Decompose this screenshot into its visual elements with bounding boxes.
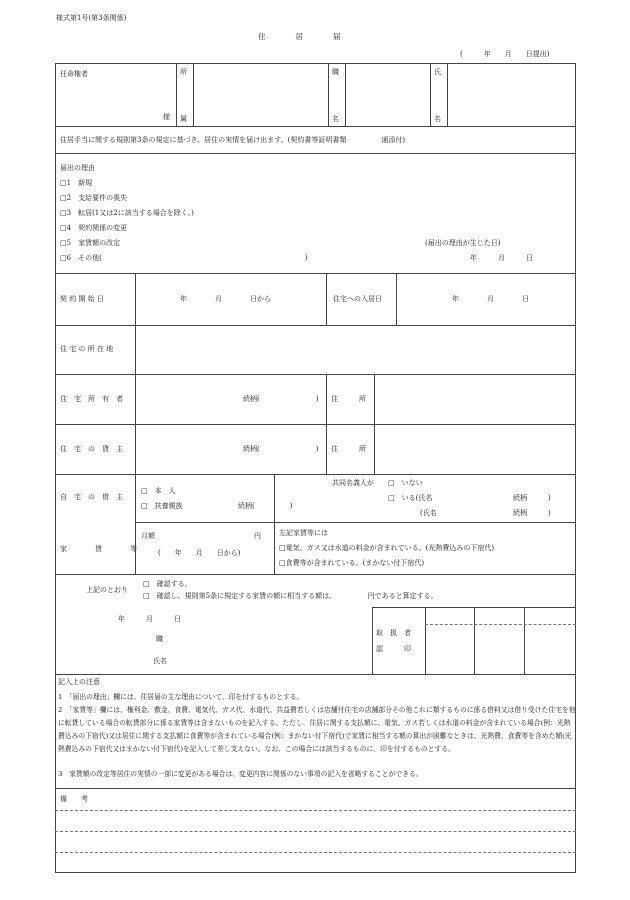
handler-label-bottom: 認 印	[376, 645, 411, 653]
form-number: 様式第1号(第3条関係)	[56, 14, 127, 22]
handler-label-top: 取 扱 者	[376, 629, 411, 637]
sama-label: 様	[163, 113, 170, 121]
co-owner-none-checkbox[interactable]: □ いない	[388, 479, 423, 487]
submission-date: ( 年 月 日提出)	[460, 50, 550, 58]
notes-heading: 記入上の注意	[58, 678, 100, 686]
include-meals-checkbox[interactable]: □食費等が含まれている。(まかない付下宿代)	[279, 559, 425, 567]
rent-label: 家 賃 等	[60, 545, 137, 553]
reason-2-checkbox[interactable]: □2 支給要件の喪失	[60, 194, 128, 202]
reason-5-checkbox[interactable]: □5 家賃額の改定	[60, 239, 121, 247]
intro-text: 住居手当に関する規則第3条の規定に基づき、居住の実情を届け出ます。(契約書等証明書類 通添付)	[60, 136, 406, 144]
contract-start-label: 契 約 開 始 日	[60, 295, 104, 303]
borrower-dependent-checkbox[interactable]: □ 扶養親族	[141, 502, 183, 510]
lender-name-field[interactable]	[140, 428, 240, 472]
position-label-top: 職	[332, 68, 339, 76]
reasons-heading: 届出の理由	[60, 164, 95, 172]
address-field[interactable]	[137, 328, 574, 371]
lender-label: 住 宅 の 貸 主	[60, 445, 123, 453]
borrower-label: 自 宅 の 借 主	[60, 493, 123, 501]
lender-address-label: 住 所	[331, 445, 366, 453]
include-utilities-checkbox[interactable]: □電気、ガス又は水道の料金が含まれている。(光熱費込みの下宿代)	[279, 544, 495, 552]
co-owner-exists-checkbox[interactable]: □ いる(氏名	[388, 494, 433, 502]
co-owner-label: 共同名義人が	[332, 479, 374, 487]
owner-name-field[interactable]	[140, 378, 240, 422]
stamp-box-1[interactable]	[427, 627, 473, 672]
confirm-label: 上記のとおり	[86, 586, 128, 594]
name-field[interactable]	[448, 67, 574, 124]
stamp-box-2[interactable]	[476, 627, 523, 672]
co-owner-name-2[interactable]: (氏名	[420, 509, 437, 517]
borrower-dependent-relation[interactable]: 続柄( )	[238, 502, 293, 510]
occurred-date-label: (届出の理由が生じた日)	[425, 239, 501, 247]
confirm-position-label: 職	[156, 635, 163, 643]
rent-includes-heading: 左記家賃等には	[279, 529, 328, 537]
remarks-label: 備 考	[60, 795, 88, 803]
rent-monthly-label: 月額	[141, 532, 155, 540]
note-3: 3 家賃額の改定等居住の実情の一部に変更がある場合は、変更内容に関係のない事項の記入を省略することができる。	[58, 770, 423, 778]
owner-address-field[interactable]	[376, 378, 574, 422]
name-label-top: 氏	[434, 68, 441, 76]
confirm-option-1-checkbox[interactable]: □ 確認する。	[143, 580, 192, 588]
address-label: 住 宅 の 所 在 地	[60, 345, 114, 353]
lender-address-field[interactable]	[376, 428, 574, 472]
rent-amount-field[interactable]	[160, 530, 250, 542]
lender-relation[interactable]: 続柄( )	[243, 445, 319, 453]
appointer-label: 任命権者	[60, 70, 88, 78]
confirm-option-2-checkbox[interactable]: □ 確認し、規則第5条に規定する家賃の額に相当する額は、 円であると算定する。	[143, 592, 438, 600]
owner-address-label: 住 所	[331, 395, 366, 403]
reason-4-checkbox[interactable]: □4 契約関係の変更	[60, 224, 128, 232]
reason-1-checkbox[interactable]: □1 新規	[60, 179, 93, 187]
owner-relation[interactable]: 続柄( )	[243, 395, 319, 403]
owner-label: 住 宅 所 有 者	[60, 395, 123, 403]
move-in-field[interactable]: 年 月 日	[452, 295, 529, 303]
name-label-bottom: 名	[434, 115, 441, 123]
form-title: 住 居 届	[258, 32, 341, 41]
note-2: 2 「家賃等」欄には、権利金、敷金、食費、電気代、ガス代、水道代、共益費若しくは店舗付住宅の店舗部分その他これに類するものに係る借料又は借り受けた住宅を他に転貸している場合の転貸部分に係る家賃等は含まないものを記入する。ただし、住居に関する支払額に、電気、ガス若しくは水道の料金が含まれている場合(例：光熱費込みの下宿代)又は居住に関する支払額に食費等が含まれている場合(例：まかない付下宿代)で家賃に相当する額の算出が困難なときは、光熱費、食費等を含めた額(光熱費込みの下宿代又はまかない付下宿代)を記入して差し支えない。なお、この場合には該当するものに、印を付するものとする。	[58, 706, 576, 753]
confirm-name-label: 氏名	[153, 657, 167, 665]
move-in-label: 住宅への入居日	[333, 295, 382, 303]
rent-yen-label: 円	[254, 532, 261, 540]
note-1: 1 「届出の理由」欄には、住居届の主な理由について、印を付するものとする。	[58, 693, 304, 701]
contract-start-field[interactable]: 年 月 日から	[180, 295, 271, 303]
reason-3-checkbox[interactable]: □3 転居(1又は2に該当する場合を除く。)	[60, 209, 194, 217]
co-owner-relation-1[interactable]: 続柄 )	[513, 494, 551, 502]
confirm-date[interactable]: 年 月 日	[118, 615, 181, 623]
borrower-self-checkbox[interactable]: □ 本 人	[141, 487, 176, 495]
co-owner-relation-2[interactable]: 続柄 )	[513, 509, 551, 517]
position-field[interactable]	[346, 67, 429, 124]
remarks-field[interactable]	[57, 812, 574, 871]
reason-6-checkbox[interactable]: □6 その他( )	[60, 254, 308, 262]
department-label-bottom: 属	[180, 115, 187, 123]
stamp-box-3[interactable]	[526, 627, 574, 672]
occurred-date-field[interactable]: 年 月 日	[470, 254, 533, 262]
position-label-bottom: 名	[332, 115, 339, 123]
rent-from-date[interactable]: ( 年 月 日から)	[158, 549, 241, 557]
department-field[interactable]	[194, 67, 327, 124]
department-label-top: 所	[180, 68, 187, 76]
